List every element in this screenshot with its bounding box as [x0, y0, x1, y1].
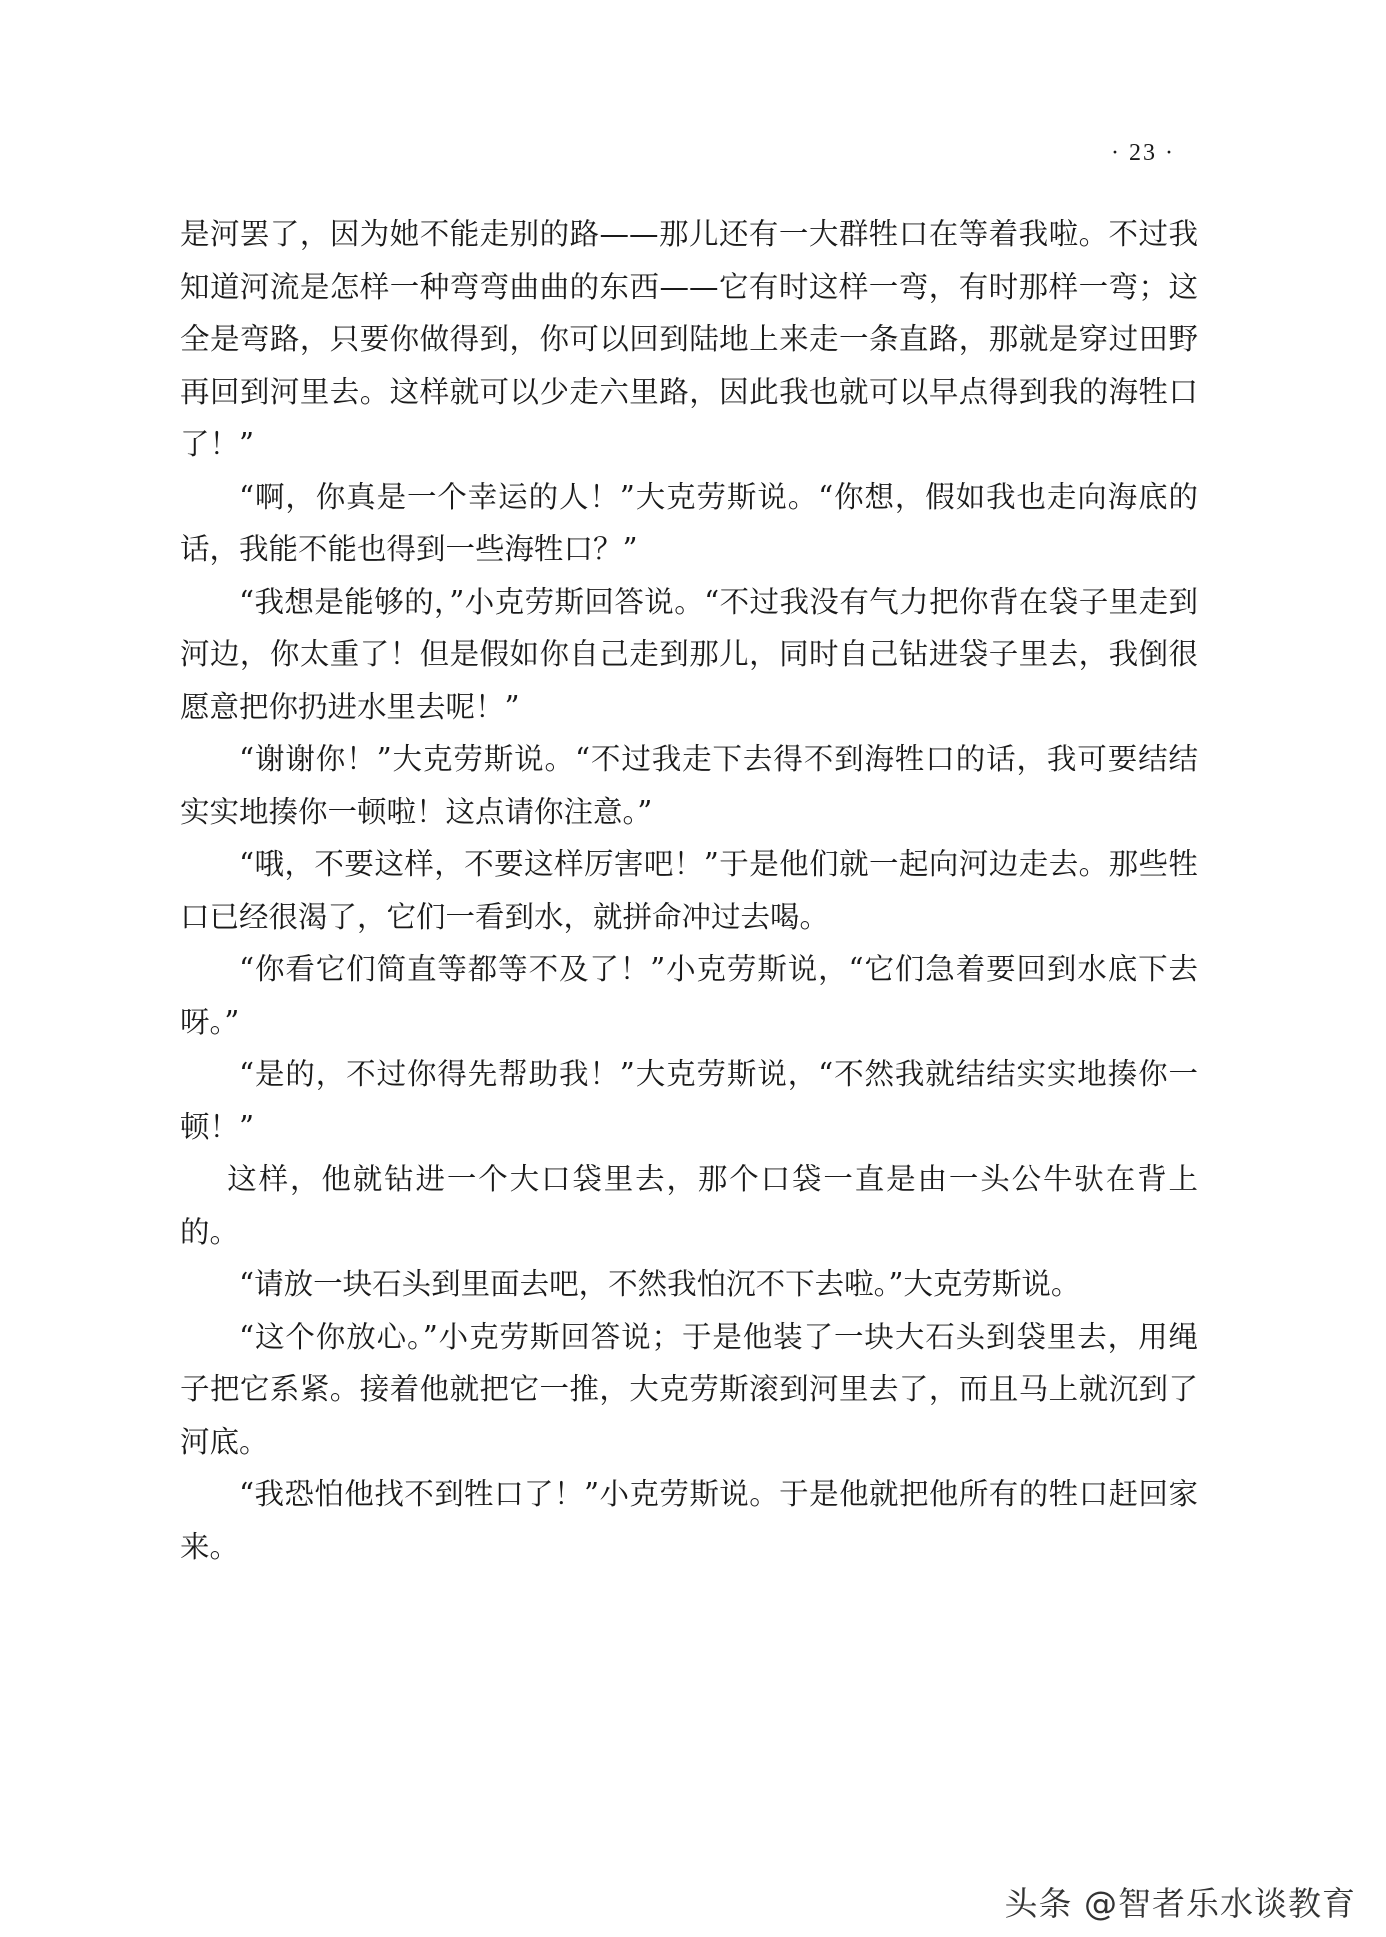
- paragraph-4: “谢谢你！”大克劳斯说。“不过我走下去得不到海牲口的话，我可要结结实实地揍你一顿啦！这点请你注意。”: [180, 742, 1198, 829]
- story-text: [180, 208, 1198, 1573]
- paragraph-3: “我想是能够的，”小克劳斯回答说。“不过我没有气力把你背在袋子里走到河边，你太重了！但是假如你自己走到那儿，同时自己钻进袋子里去，我倒很愿意把你扔进水里去呢！”: [180, 584, 1198, 724]
- watermark: [1005, 1878, 1357, 1925]
- watermark-text: 头条 @智者乐水谈教育: [1004, 1884, 1356, 1923]
- paragraph-6: “你看它们简直等都等不及了！”小克劳斯说，“它们急着要回到水底下去呀。”: [180, 952, 1198, 1039]
- paragraph-11: “我恐怕他找不到牲口了！”小克劳斯说。于是他就把他所有的牲口赶回家来。: [180, 1477, 1198, 1564]
- paragraph-2: “啊，你真是一个幸运的人！”大克劳斯说。“你想，假如我也走向海底的话，我能不能也得到一些海牲口？”: [180, 479, 1198, 566]
- paragraph-1: 是河罢了，因为她不能走别的路——那儿还有一大群牲口在等着我啦。不过我知道河流是怎样一种弯弯曲曲的东西——它有时这样一弯，有时那样一弯；这全是弯路，只要你做得到，你可以回到陆地上来走一条直路，那就是穿过田野再回到河里去。这样就可以少走六里路，因此我也就可以早点得到我的海牲口了！”: [180, 217, 1198, 461]
- paragraph-7: “是的，不过你得先帮助我！”大克劳斯说，“不然我就结结实实地揍你一顿！”: [180, 1057, 1198, 1144]
- page-number: · 23 ·: [1111, 140, 1175, 166]
- paragraph-9: “请放一块石头到里面去吧，不然我怕沉不下去啦。”大克劳斯说。: [239, 1267, 1081, 1301]
- paragraph-5: “哦，不要这样，不要这样厉害吧！”于是他们就一起向河边走去。那些牲口已经很渴了，它们一看到水，就拼命冲过去喝。: [180, 847, 1198, 934]
- paragraph-8: 这样，他就钻进一个大口袋里去，那个口袋一直是由一头公牛驮在背上的。: [180, 1162, 1198, 1249]
- paragraph-10: “这个你放心。”小克劳斯回答说；于是他装了一块大石头到袋里去，用绳子把它系紧。接着他就把它一推，大克劳斯滚到河里去了，而且马上就沉到了河底。: [180, 1319, 1198, 1459]
